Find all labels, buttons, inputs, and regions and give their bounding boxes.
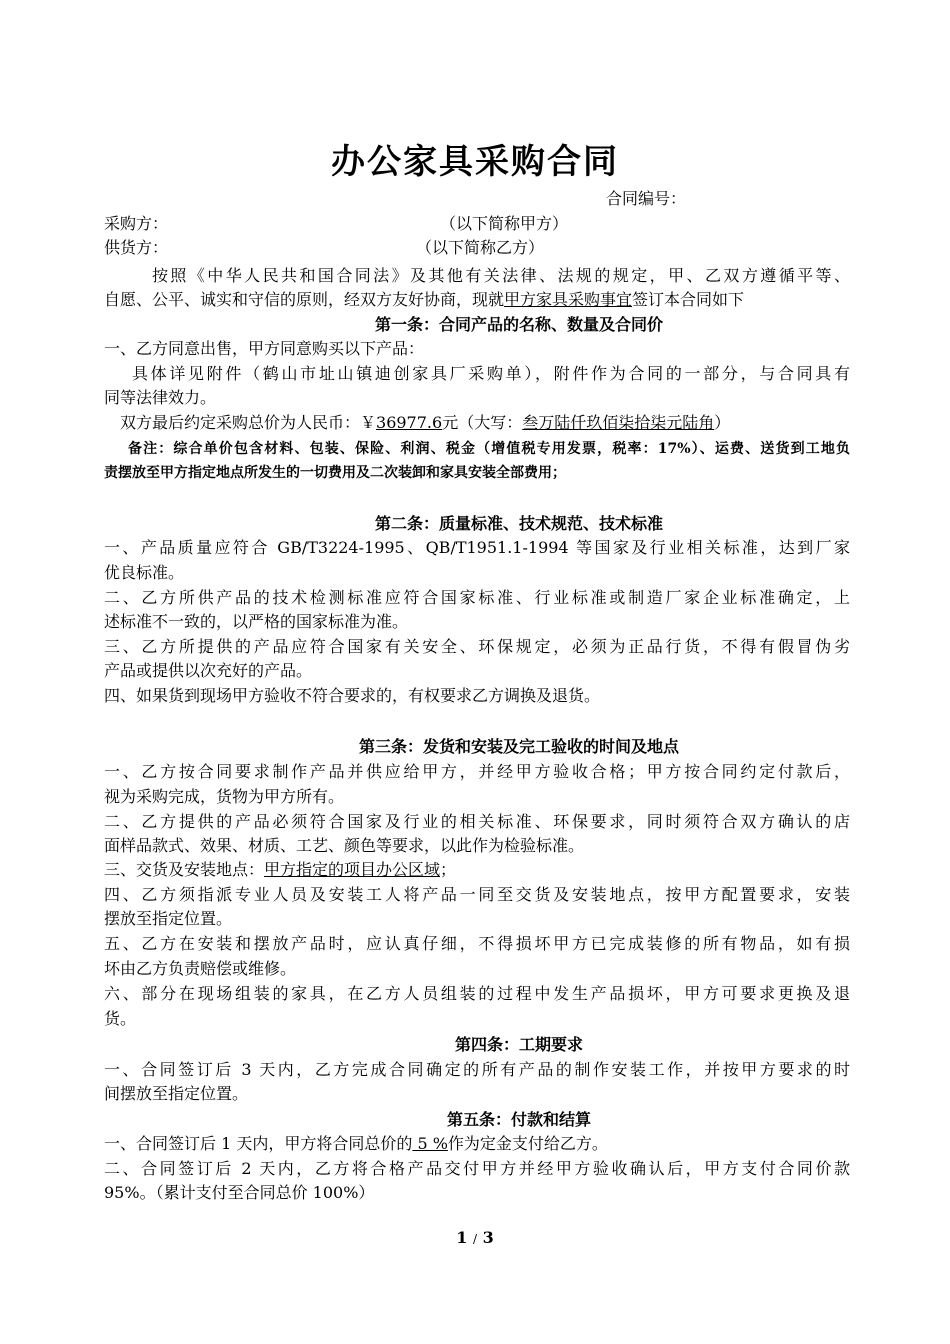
article-2-heading: 第二条：质量标准、技术规范、技术标准	[374, 514, 663, 533]
article-3-line-9: 坏由乙方负责赔偿或维修。	[104, 959, 297, 978]
supplier-abbr: （以下简称乙方）	[416, 238, 545, 257]
buyer-label: 采购方：	[104, 214, 169, 233]
article-3-line-4: 面样品款式、效果、材质、工艺、颜色等要求，以此作为检验标准。	[104, 836, 585, 855]
article-4-heading: 第四条：工期要求	[454, 1035, 583, 1054]
article-4-line-2: 间摆放至指定位置。	[104, 1084, 249, 1103]
intro-line-2: 自愿、公平、诚实和守信的原则，经双方友好协商，现就甲方家具采购事宜签订本合同如下	[104, 290, 745, 309]
page-number	[0, 1228, 950, 1247]
article-3-line-8: 五、乙方在安装和摆放产品时，应认真仔细，不得损坏甲方已完成装修的所有物品，如有损	[104, 934, 850, 953]
article-5-heading: 第五条：付款和结算	[446, 1110, 591, 1129]
deposit-percent: 5 %	[412, 1134, 448, 1153]
article-2-line-4: 述标准不一致的，以严格的国家标准为准。	[104, 612, 409, 631]
article-3-line-3: 二、乙方提供的产品必须符合国家及行业的相关标准、环保要求，同时须符合双方确认的店	[104, 812, 850, 831]
document-title: 办公家具采购合同	[331, 142, 619, 182]
total-pages: 3	[482, 1228, 494, 1247]
buyer-line	[104, 212, 850, 236]
article-1-item-1: 一、乙方同意出售，甲方同意购买以下产品：	[104, 339, 425, 358]
supplier-line	[104, 236, 850, 260]
article-2-line-3: 二、乙方所供产品的技术检测标准应符合国家标准、行业标准或制造厂家企业标准确定，上	[104, 588, 850, 607]
intro-line-1: 按照《中华人民共和国合同法》及其他有关法律、法规的规定，甲、乙双方遵循平等、	[152, 266, 850, 285]
delivery-location: 甲方指定的项目办公区域	[264, 860, 441, 879]
price-note-line-2: 责摆放至甲方指定地点所发生的一切费用及二次装卸和家具安装全部费用；	[104, 465, 566, 481]
article-2-line-6: 产品或提供以次充好的产品。	[104, 661, 313, 680]
current-page: 1	[456, 1228, 468, 1247]
article-2-line-7: 四、如果货到现场甲方验收不符合要求的，有权要求乙方调换及退货。	[104, 686, 601, 705]
article-5-line-3: 95%。（累计支付至合同总价 100%）	[104, 1183, 375, 1202]
total-amount: 36977.6	[376, 413, 443, 432]
contract-number-label: 合同编号：	[606, 189, 687, 208]
article-3-line-10: 六、部分在现场组装的家具，在乙方人员组装的过程中发生产品损坏，甲方可要求更换及退	[104, 984, 850, 1003]
supplier-label: 供货方：	[104, 238, 169, 257]
price-note-line-1: 备注：综合单价包含材料、包装、保险、利润、税金（增值税专用发票，税率：17%）、运费、送货到工地负	[128, 441, 850, 457]
article-3-line-6: 四、乙方须指派专业人员及安装工人将产品一同至交货及安装地点，按甲方配置要求，安装	[104, 885, 850, 904]
total-price-line: 双方最后约定采购总价为人民币：￥36977.6元（大写：叁万陆仟玖佰柒拾柒元陆角）	[120, 413, 731, 432]
article-3-line-2: 视为采购完成，货物为甲方所有。	[104, 787, 345, 806]
article-5-line-2: 二、合同签订后 2 天内，乙方将合格产品交付甲方并经甲方验收确认后，甲方支付合同价款	[104, 1159, 850, 1178]
article-4-line-1: 一、合同签订后 3 天内，乙方完成合同确定的所有产品的制作安装工作，并按甲方要求的时	[104, 1060, 850, 1079]
article-3-heading: 第三条：发货和安装及完工验收的时间及地点	[358, 737, 679, 756]
article-2-line-1: 一、产品质量应符合 GB/T3224-1995、QB/T1951.1-1994 等国家及行业相关标准，达到厂家	[104, 538, 850, 557]
article-1-heading: 第一条：合同产品的名称、数量及合同价	[374, 315, 663, 334]
article-2-line-5: 三、乙方所提供的产品应符合国家有关安全、环保规定，必须为正品行货，不得有假冒伪劣	[104, 637, 850, 656]
intro-subject: 甲方家具采购事宜	[504, 290, 633, 309]
article-1-item-2-cont: 同等法律效力。	[104, 388, 217, 407]
buyer-abbr: （以下简称甲方）	[440, 214, 569, 233]
article-3-line-11: 货。	[104, 1009, 137, 1028]
article-3-line-7: 摆放至指定位置。	[104, 909, 233, 928]
article-5-line-1: 一、合同签订后 1 天内，甲方将合同总价的 5 %作为定金支付给乙方。	[104, 1134, 608, 1153]
total-amount-words: 叁万陆仟玖佰柒拾柒元陆角	[522, 413, 715, 432]
article-3-line-1: 一、乙方按合同要求制作产品并供应给甲方，并经甲方验收合格；甲方按合同约定付款后，	[104, 762, 850, 781]
article-3-line-5: 三、交货及安装地点：甲方指定的项目办公区域；	[104, 860, 457, 879]
article-2-line-2: 优良标准。	[104, 563, 185, 582]
article-1-item-2: 具体详见附件（鹤山市址山镇迪创家具厂采购单），附件作为合同的一部分，与合同具有	[132, 364, 850, 383]
page-separator: /	[472, 1232, 478, 1246]
